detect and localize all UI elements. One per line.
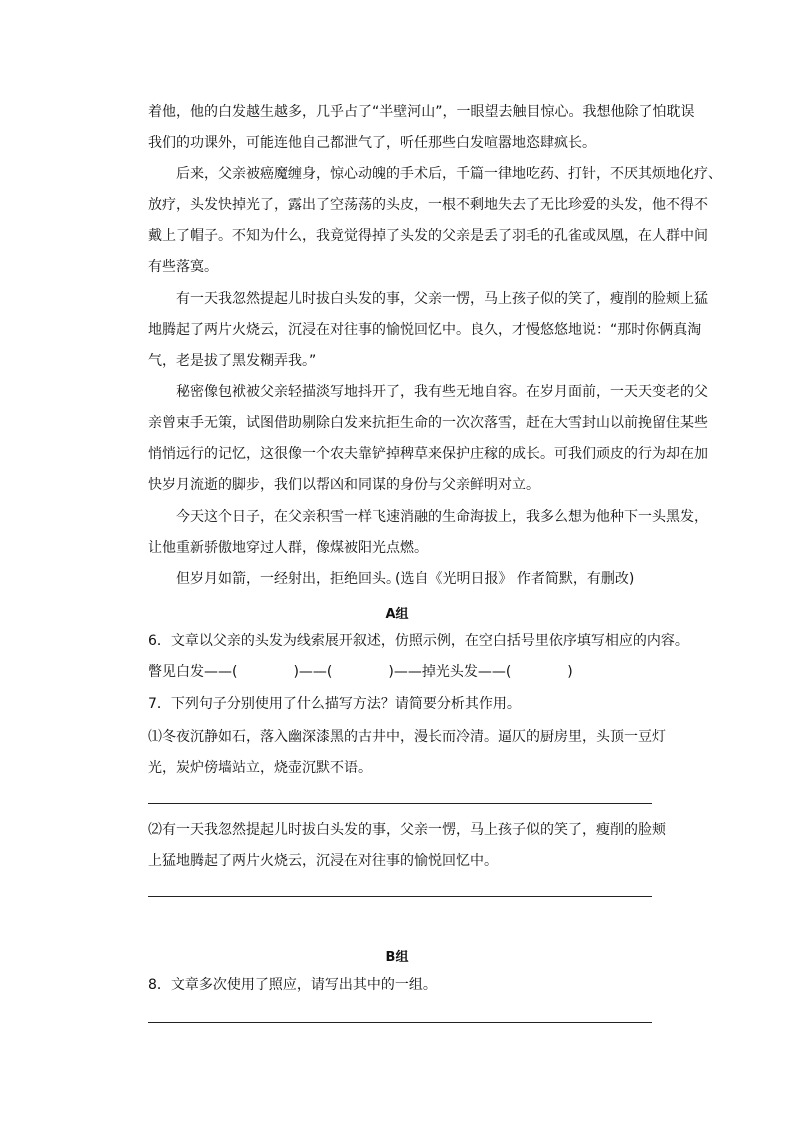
passage-line: 悄悄远行的记忆，这很像一个农夫靠铲掉稗草来保护庄稼的成长。可我们顽皮的行为却在加 <box>148 446 708 462</box>
question-7-2-line-2: 上猛地腾起了两片火烧云，沉浸在对往事的愉悦回忆中。 <box>148 853 498 869</box>
passage-line: 着他，他的白发越生越多，几乎占了“半壁河山”，一眼望去触目惊心。我想他除了怕耽误 <box>148 104 695 120</box>
passage-line: 放疗，头发快掉光了，露出了空荡荡的头皮，一根不剩地失去了无比珍爱的头发，他不得不 <box>148 197 708 213</box>
passage-line: 我们的功课外，可能连他自己都泄气了，听任那些白发喧嚣地恣肆疯长。 <box>148 135 596 151</box>
passage-line: 快岁月流逝的脚步，我们以帮凶和同谋的身份与父亲鲜明对立。 <box>148 477 540 493</box>
passage-line: 有些落寞。 <box>148 259 218 275</box>
question-7-2-line-1: ⑵有一天我忽然提起儿时拔白头发的事，父亲一愣，马上孩子似的笑了，瘦削的脸颊 <box>148 822 666 838</box>
passage-line: 但岁月如箭，一经射出，拒绝回头。 <box>176 571 400 587</box>
passage-line: 后来，父亲被癌魔缠身，惊心动魄的手术后，千篇一律地吃药、打针，不厌其烦地化疗、 <box>176 166 722 182</box>
answer-line-7-1[interactable] <box>148 803 652 804</box>
passage-line: 气，老是拔了黑发糊弄我。” <box>148 353 317 369</box>
passage-line: 地腾起了两片火烧云，沉浸在对往事的愉悦回忆中。良久，才慢悠悠地说：“那时你俩真淘 <box>148 322 702 338</box>
passage-source: (选自《光明日报》 作者简默，有删改) <box>395 571 635 587</box>
question-7-1-line-2: 光，炭炉傍墙站立，烧壶沉默不语。 <box>148 760 372 776</box>
question-6: 6．文章以父亲的头发为线索展开叙述，仿照示例，在空白括号里依序填写相应的内容。 <box>148 633 689 649</box>
passage-line: 让他重新骄傲地穿过人群，像煤被阳光点燃。 <box>148 540 428 556</box>
passage-line: 有一天我忽然提起儿时拔白头发的事，父亲一愣，马上孩子似的笑了，瘦削的脸颊上猛 <box>176 291 708 307</box>
question-8: 8．文章多次使用了照应，请写出其中的一组。 <box>148 977 437 993</box>
passage-line: 今天这个日子，在父亲积雪一样飞速消融的生命海拔上，我多么想为他种下一头黑发， <box>176 509 708 525</box>
group-b-title: B组 <box>385 950 409 965</box>
question-7-1-line-1: ⑴冬夜沉静如石，落入幽深漆黑的古井中，漫长而冷清。逼仄的厨房里，头顶一豆灯 <box>148 729 666 745</box>
question-6-chain: 瞥见白发——( )——( )——掉光头发——( ) <box>148 664 573 680</box>
group-a-title: A组 <box>385 607 409 622</box>
answer-line-8[interactable] <box>148 1022 652 1023</box>
passage-line: 秘密像包袱被父亲轻描淡写地抖开了，我有些无地自容。在岁月面前，一天天变老的父 <box>176 384 708 400</box>
answer-line-7-2[interactable] <box>148 896 652 897</box>
passage-line: 亲曾束手无策，试图借助剔除白发来抗拒生命的一次次落雪，赶在大雪封山以前挽留住某些 <box>148 415 708 431</box>
question-7: 7．下列句子分别使用了什么描写方法？请简要分析其作用。 <box>148 696 521 712</box>
passage-line: 戴上了帽子。不知为什么，我竟觉得掉了头发的父亲是丢了羽毛的孔雀或凤凰，在人群中间 <box>148 228 708 244</box>
